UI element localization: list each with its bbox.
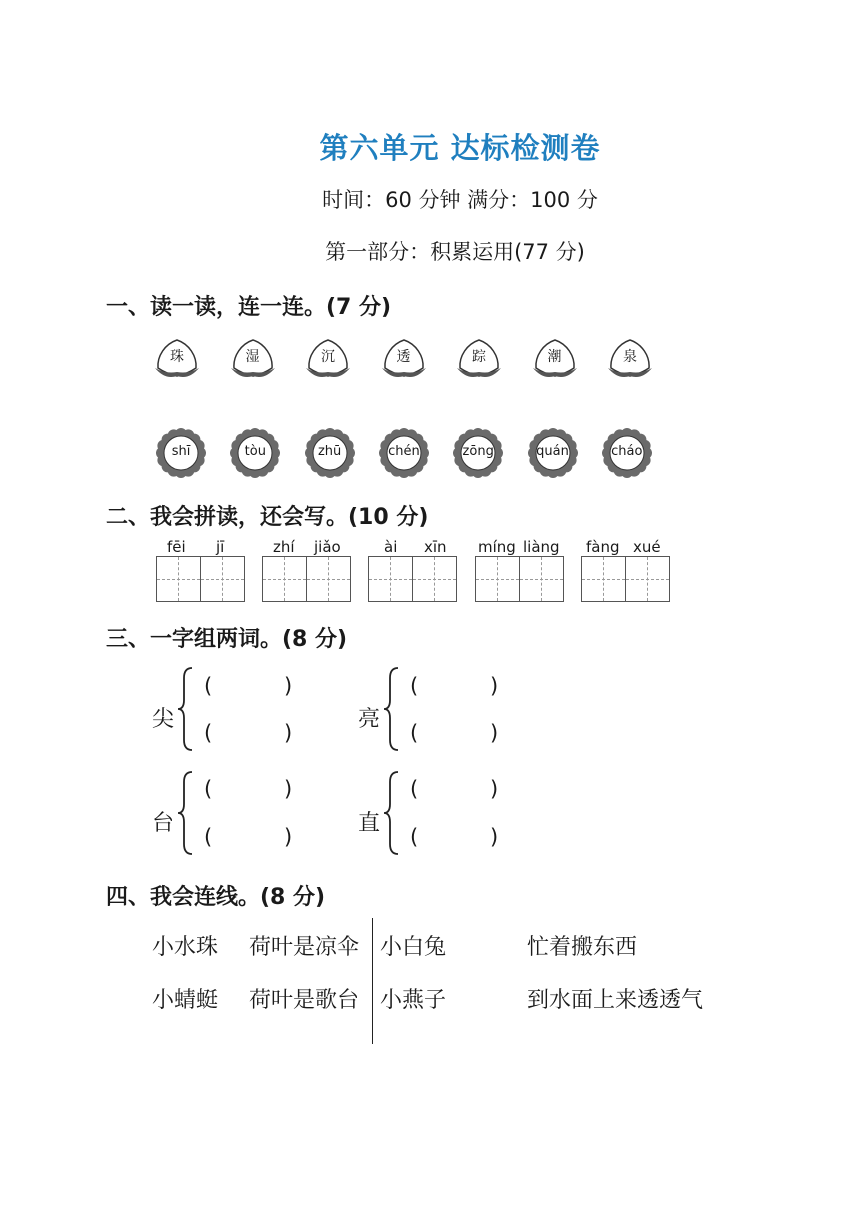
paren-open: ( bbox=[204, 674, 213, 698]
pinyin-label: fàng bbox=[586, 538, 620, 556]
pinyin-label: fēi bbox=[167, 538, 186, 556]
pinyin-label: zhí bbox=[273, 538, 295, 556]
exam-info: 时间：60 分钟 满分：100 分 bbox=[322, 188, 598, 212]
brace-icon bbox=[382, 770, 402, 856]
flower-card[interactable] bbox=[602, 428, 652, 478]
paren-close: ) bbox=[490, 825, 499, 849]
flower-pinyin: quán bbox=[536, 444, 569, 459]
pinyin-label: jiǎo bbox=[314, 538, 341, 556]
leaf-card[interactable] bbox=[153, 338, 201, 378]
section-4-title: 四、我会连线。(8 分) bbox=[106, 885, 326, 910]
leaf-card[interactable] bbox=[531, 338, 579, 378]
leaf-char: 潮 bbox=[547, 349, 562, 365]
flower-card[interactable] bbox=[528, 428, 578, 478]
paren-open: ( bbox=[410, 777, 419, 801]
pinyin-label: xīn bbox=[424, 538, 447, 556]
group-char: 尖 bbox=[152, 707, 175, 732]
pinyin-label: ài bbox=[384, 538, 398, 556]
leaf-card[interactable] bbox=[380, 338, 428, 378]
flower-card[interactable] bbox=[230, 428, 280, 478]
match-item[interactable]: 小蜻蜓 bbox=[152, 988, 219, 1013]
pinyin-label: míng bbox=[478, 538, 516, 556]
group-char: 台 bbox=[152, 811, 175, 836]
flower-pinyin: cháo bbox=[611, 444, 643, 459]
leaf-char: 珠 bbox=[170, 349, 184, 365]
brace-icon bbox=[382, 666, 402, 752]
writing-grid[interactable] bbox=[262, 556, 351, 602]
paren-open: ( bbox=[204, 777, 213, 801]
paren-close: ) bbox=[284, 674, 293, 698]
writing-grid[interactable] bbox=[368, 556, 457, 602]
writing-grid[interactable] bbox=[156, 556, 245, 602]
brace-icon bbox=[176, 770, 196, 856]
leaf-card[interactable] bbox=[606, 338, 654, 378]
flower-pinyin: shī bbox=[171, 444, 191, 459]
writing-grid[interactable] bbox=[475, 556, 564, 602]
match-item[interactable]: 小燕子 bbox=[380, 988, 447, 1013]
paren-open: ( bbox=[204, 721, 213, 745]
match-item[interactable]: 荷叶是歌台 bbox=[249, 988, 360, 1013]
flower-card[interactable] bbox=[379, 428, 429, 478]
leaf-char: 沉 bbox=[321, 349, 335, 365]
flower-pinyin: zōng bbox=[462, 444, 494, 459]
flower-card[interactable] bbox=[453, 428, 503, 478]
leaf-card[interactable] bbox=[455, 338, 503, 378]
divider-line bbox=[372, 918, 373, 1044]
paren-close: ) bbox=[490, 721, 499, 745]
flower-pinyin: zhū bbox=[317, 444, 342, 459]
brace-icon bbox=[176, 666, 196, 752]
match-item[interactable]: 荷叶是凉伞 bbox=[249, 935, 360, 960]
section-1-title: 一、读一读，连一连。(7 分) bbox=[106, 295, 392, 320]
leaf-char: 湿 bbox=[245, 349, 260, 365]
group-char: 直 bbox=[358, 811, 381, 836]
group-char: 亮 bbox=[358, 707, 381, 732]
paren-open: ( bbox=[410, 721, 419, 745]
part-heading: 第一部分：积累运用(77 分) bbox=[325, 240, 585, 264]
paren-close: ) bbox=[490, 777, 499, 801]
paren-open: ( bbox=[204, 825, 213, 849]
pinyin-label: liàng bbox=[523, 538, 560, 556]
paren-close: ) bbox=[284, 777, 293, 801]
paren-open: ( bbox=[410, 674, 419, 698]
match-item[interactable]: 忙着搬东西 bbox=[527, 935, 638, 960]
flower-card[interactable] bbox=[305, 428, 355, 478]
leaf-card[interactable] bbox=[304, 338, 352, 378]
flower-pinyin: tòu bbox=[244, 444, 266, 459]
paren-close: ) bbox=[490, 674, 499, 698]
pinyin-label: jī bbox=[216, 538, 225, 556]
leaf-char: 透 bbox=[396, 349, 411, 365]
leaf-char: 泉 bbox=[623, 349, 637, 365]
flower-card[interactable] bbox=[156, 428, 206, 478]
match-item[interactable]: 到水面上来透透气 bbox=[527, 988, 704, 1013]
writing-grid[interactable] bbox=[581, 556, 670, 602]
match-item[interactable]: 小水珠 bbox=[152, 935, 219, 960]
paren-close: ) bbox=[284, 825, 293, 849]
flower-pinyin: chén bbox=[388, 444, 420, 459]
section-3-title: 三、一字组两词。(8 分) bbox=[106, 627, 348, 652]
page-title: 第六单元 达标检测卷 bbox=[319, 131, 601, 165]
paren-close: ) bbox=[284, 721, 293, 745]
paren-open: ( bbox=[410, 825, 419, 849]
pinyin-label: xué bbox=[633, 538, 661, 556]
match-item[interactable]: 小白兔 bbox=[380, 935, 447, 960]
section-2-title: 二、我会拼读，还会写。(10 分) bbox=[106, 505, 429, 530]
leaf-char: 踪 bbox=[472, 349, 486, 365]
leaf-card[interactable] bbox=[229, 338, 277, 378]
